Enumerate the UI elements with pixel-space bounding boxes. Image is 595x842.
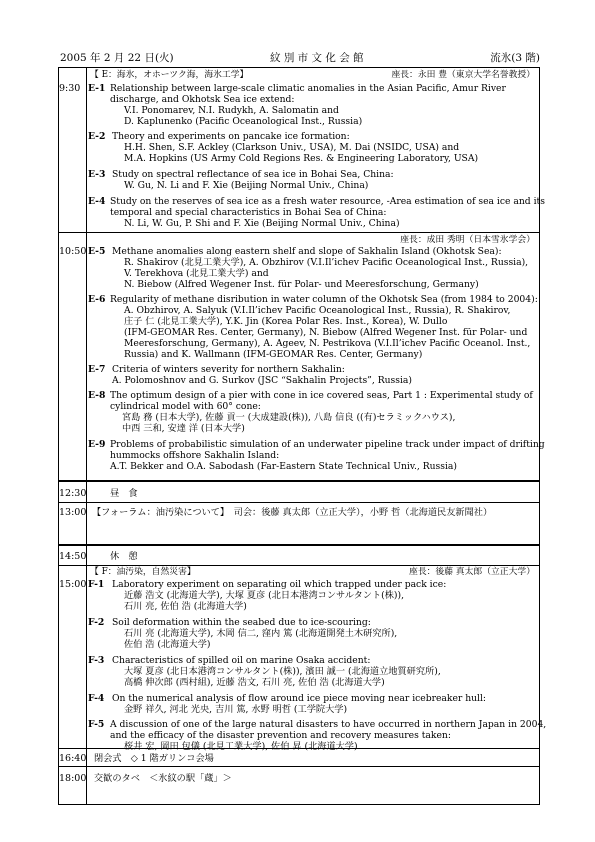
paper-code: F-3 bbox=[88, 655, 105, 666]
session-e-chair-1: 座長：永田 豊（東京大学名誉教授） bbox=[391, 70, 535, 80]
paper-title: A discussion of one of the large natural disasters to have occurred in northern Japan in 2004, bbox=[110, 719, 547, 730]
paper-title: The optimum design of a pier with cone in ice covered seas, Part 1 : Experimental study of bbox=[110, 390, 533, 401]
paper-code: F-5 bbox=[88, 719, 105, 730]
time-slot: 18:00 bbox=[59, 773, 87, 784]
paper-authors: H.H. Shen, S.F. Ackley (Clarkson Univ., USA), M. Dai (NSIDC, USA) and bbox=[124, 142, 460, 153]
paper-authors: N. Li, W. Gu, P. Shi and F. Xie (Beijing Normal Univ., China) bbox=[124, 218, 400, 229]
row-divider bbox=[58, 502, 540, 503]
paper-code: E-8 bbox=[88, 390, 106, 401]
paper-authors: Meeresforschung, Germany), A. Ageev, N. Pestrikova (V.I.Il’ichev Pacific Oceanol. Inst., bbox=[124, 338, 531, 349]
paper-title: Problems of probabilistic simulation of an underwater pipeline track under impact of drifting bbox=[110, 439, 545, 450]
paper-authors: A. Obzhirov, A. Salyuk (V.I.Il’ichev Pacific Oceanological Inst., Russia), R. Shakirov, bbox=[124, 305, 511, 316]
paper-code: F-1 bbox=[88, 579, 105, 590]
paper-authors: 金野 祥久, 河北 光央, 吉川 篤, 水野 明哲 (工学院大学) bbox=[124, 704, 348, 715]
paper-code: E-4 bbox=[88, 196, 106, 207]
paper-title: Study on the reserves of sea ice as a fresh water resource, -Area estimation of sea ice and its bbox=[110, 196, 545, 207]
time-slot: 14:50 bbox=[59, 551, 87, 562]
paper-title: discharge, and Okhotsk Sea ice extend: bbox=[110, 94, 295, 105]
page-header bbox=[60, 51, 540, 65]
row-divider bbox=[58, 766, 540, 767]
session-f-chair: 座長：後藤 真太郎（立正大学） bbox=[409, 567, 535, 577]
paper-authors: 石川 亮, 佐伯 浩 (北海道大学) bbox=[124, 601, 247, 612]
paper-authors: 庄子 仁 (北見工業大学), Y.K. Jin (Korea Polar Res. Inst., Korea), W. Dullo bbox=[124, 316, 448, 327]
paper-authors: M.A. Hopkins (US Army Cold Regions Res. & Engineering Laboratory, USA) bbox=[124, 153, 479, 164]
paper-authors: 近藤 浩文 (北海道大学), 大塚 夏彦 (北日本港湾コンサルタント(株)), bbox=[124, 590, 404, 601]
time-slot: 13:00 bbox=[59, 507, 87, 518]
paper-authors: A.T. Bekker and O.A. Sabodash (Far-Eastern State Technical Univ., Russia) bbox=[110, 461, 457, 472]
paper-authors: 佐伯 浩 (北海道大学) bbox=[124, 639, 211, 650]
paper-authors: 宮島 務 (日本大学), 佐藤 貢一 (大成建設(株)), 八島 信良 ((有)セラミックハウス), bbox=[122, 412, 456, 423]
paper-code: E-3 bbox=[88, 169, 106, 180]
paper-authors: Russia) and K. Wallmann (IFM-GEOMAR Res. Center, Germany) bbox=[124, 349, 423, 360]
session-e-title: 【 E：海氷，オホーツク海，海氷工学】 bbox=[90, 70, 249, 80]
paper-authors: V. Terekhova (北見工業大学) and bbox=[124, 268, 269, 279]
paper-code: E-5 bbox=[88, 246, 106, 257]
break-label: 休 憩 bbox=[110, 551, 138, 562]
lunch-label: 昼 食 bbox=[110, 488, 138, 499]
time-slot: 9:30 bbox=[59, 83, 81, 94]
closing-label: 閉会式 ◇ 1 階ガリンコ会場 bbox=[94, 753, 214, 764]
row-divider bbox=[58, 232, 540, 233]
paper-title: Regularity of methane disribution in water column of the Okhotsk Sea (from 1984 to 2004): bbox=[110, 294, 538, 305]
paper-authors: 中西 三和, 安達 洋 (日本大学) bbox=[122, 423, 245, 434]
time-slot: 10:50 bbox=[59, 246, 87, 257]
paper-title: Methane anomalies along eastern shelf and slope of Sakhalin Island (Okhotsk Sea): bbox=[112, 246, 502, 257]
paper-authors: A. Polomoshnov and G. Surkov (JSC “Sakhalin Projects”, Russia) bbox=[112, 375, 412, 386]
paper-title: and the efficacy of the disaster prevention and recovery measures taken: bbox=[110, 730, 451, 741]
time-slot: 12:30 bbox=[59, 488, 87, 499]
paper-authors: 高橋 伸次郎 (西村組), 近藤 浩文, 石川 亮, 佐伯 浩 (北海道大学) bbox=[124, 677, 385, 688]
party-label: 交歓のタベ ＜氷紋の駅「蔵」＞ bbox=[94, 773, 232, 784]
paper-title: Soil deformation within the seabed due to ice-scouring: bbox=[112, 617, 371, 628]
paper-title: Theory and experiments on pancake ice formation: bbox=[112, 131, 350, 142]
paper-authors: W. Gu, N. Li and F. Xie (Beijing Normal Univ., China) bbox=[124, 180, 369, 191]
header-date: 2005 年 2 月 22 日(火) bbox=[60, 52, 174, 64]
paper-code: F-2 bbox=[88, 617, 105, 628]
time-column-divider bbox=[86, 67, 87, 805]
paper-authors: N. Biebow (Alfred Wegener Inst. für Polar- und Meeresforschung, Germany) bbox=[124, 279, 479, 290]
row-divider bbox=[58, 544, 540, 546]
paper-title: Study on spectral reflectance of sea ice in Bohai Sea, China: bbox=[112, 169, 394, 180]
row-divider bbox=[58, 480, 540, 482]
paper-code: E-7 bbox=[88, 364, 106, 375]
paper-title: Laboratory experiment on separating oil which trapped under pack ice: bbox=[112, 579, 447, 590]
paper-title: Criteria of winters severity for northern Sakhalin: bbox=[112, 364, 345, 375]
paper-authors: D. Kaplunenko (Pacific Oceanological Inst., Russia) bbox=[124, 116, 363, 127]
paper-authors: 桜井 宏, 岡田 包儀 (北見工業大学), 佐伯 昇 (北海道大学) bbox=[124, 741, 358, 752]
forum-label: 【フォーラム：油汚染について】 司会：後藤 真太郎（立正大学），小野 哲（北海道民友新聞社） bbox=[92, 507, 493, 518]
time-slot: 16:40 bbox=[59, 753, 87, 764]
paper-code: E-1 bbox=[88, 83, 106, 94]
paper-title: Relationship between large-scale climatic anomalies in the Asian Pacific, Amur River bbox=[110, 83, 506, 94]
paper-title: cylindrical model with 60° cone: bbox=[110, 401, 261, 412]
paper-title: temporal and special characteristics in Bohai Sea of China: bbox=[110, 207, 387, 218]
session-e-chair-2: 座長：成田 秀明（日本雪氷学会） bbox=[400, 235, 535, 245]
paper-code: F-4 bbox=[88, 693, 105, 704]
paper-authors: 石川 亮 (北海道大学), 木岡 信二, 窪内 篤 (北海道開発土木研究所), bbox=[124, 628, 398, 639]
paper-authors: 大塚 夏彦 (北日本港湾コンサルタント(株)), 濱田 誠一 (北海道立地質研究所), bbox=[124, 666, 441, 677]
paper-code: E-2 bbox=[88, 131, 106, 142]
paper-authors: R. Shakirov (北見工業大学), A. Obzhirov (V.I.Il’ichev Pacific Oceanological Inst., Russia), bbox=[124, 257, 529, 268]
paper-title: Characteristics of spilled oil on marine Osaka accident: bbox=[112, 655, 371, 666]
paper-code: E-6 bbox=[88, 294, 106, 305]
paper-authors: (IFM-GEOMAR Res. Center, Germany), N. Biebow (Alfred Wegener Inst. für Polar- und bbox=[124, 327, 528, 338]
time-slot: 15:00 bbox=[59, 579, 87, 590]
header-room: 流氷(3 階) bbox=[490, 52, 540, 64]
row-divider bbox=[58, 565, 540, 566]
paper-code: E-9 bbox=[88, 439, 106, 450]
paper-authors: V.I. Ponomarev, N.I. Rudykh, A. Salomatin and bbox=[124, 105, 339, 116]
header-venue: 紋 別 市 文 化 会 館 bbox=[270, 52, 364, 64]
paper-title: On the numerical analysis of flow around ice piece moving near icebreaker hull: bbox=[112, 693, 487, 704]
paper-title: hummocks offshore Sakhalin Island: bbox=[110, 450, 280, 461]
session-f-title: 【 F：油汚染，自然災害】 bbox=[90, 567, 196, 577]
